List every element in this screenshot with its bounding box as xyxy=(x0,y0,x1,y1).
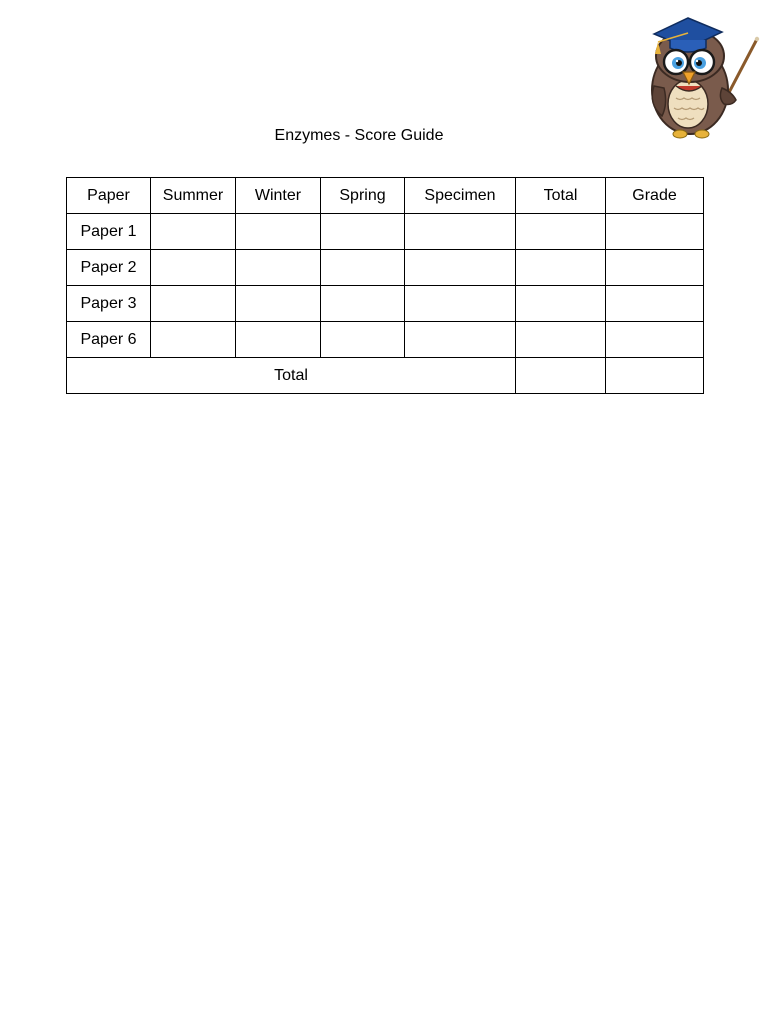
total-cell[interactable] xyxy=(516,322,606,358)
total-cell[interactable] xyxy=(516,286,606,322)
specimen-cell[interactable] xyxy=(405,250,516,286)
specimen-cell[interactable] xyxy=(405,214,516,250)
footer-grade-cell[interactable] xyxy=(606,358,704,394)
winter-cell[interactable] xyxy=(236,214,321,250)
row-label: Paper 3 xyxy=(67,286,151,322)
score-table xyxy=(66,177,704,394)
header-winter: Winter xyxy=(236,178,321,214)
table-footer-row xyxy=(67,358,704,394)
page-title: Enzymes - Score Guide xyxy=(274,127,444,144)
header-spring: Spring xyxy=(321,178,405,214)
spring-cell[interactable] xyxy=(321,250,405,286)
header-total: Total xyxy=(516,178,606,214)
winter-cell[interactable] xyxy=(236,286,321,322)
table-row xyxy=(67,250,704,286)
grade-cell[interactable] xyxy=(606,322,704,358)
header-grade: Grade xyxy=(606,178,704,214)
specimen-cell[interactable] xyxy=(405,286,516,322)
row-label: Paper 2 xyxy=(67,250,151,286)
specimen-cell[interactable] xyxy=(405,322,516,358)
spring-cell[interactable] xyxy=(321,322,405,358)
header-summer: Summer xyxy=(151,178,236,214)
grade-cell[interactable] xyxy=(606,250,704,286)
winter-cell[interactable] xyxy=(236,250,321,286)
row-label: Paper 1 xyxy=(67,214,151,250)
summer-cell[interactable] xyxy=(151,286,236,322)
summer-cell[interactable] xyxy=(151,214,236,250)
summer-cell[interactable] xyxy=(151,322,236,358)
total-cell[interactable] xyxy=(516,250,606,286)
table-header-row xyxy=(67,178,704,214)
spring-cell[interactable] xyxy=(321,214,405,250)
footer-total-cell[interactable] xyxy=(516,358,606,394)
table-row xyxy=(67,322,704,358)
header-paper: Paper xyxy=(67,178,151,214)
winter-cell[interactable] xyxy=(236,322,321,358)
grade-cell[interactable] xyxy=(606,286,704,322)
footer-total-label: Total xyxy=(67,358,516,394)
spring-cell[interactable] xyxy=(321,286,405,322)
grade-cell[interactable] xyxy=(606,214,704,250)
owl-teacher-icon xyxy=(636,6,760,142)
header-specimen: Specimen xyxy=(405,178,516,214)
table-row xyxy=(67,214,704,250)
row-label: Paper 6 xyxy=(67,322,151,358)
summer-cell[interactable] xyxy=(151,250,236,286)
table-row xyxy=(67,286,704,322)
total-cell[interactable] xyxy=(516,214,606,250)
